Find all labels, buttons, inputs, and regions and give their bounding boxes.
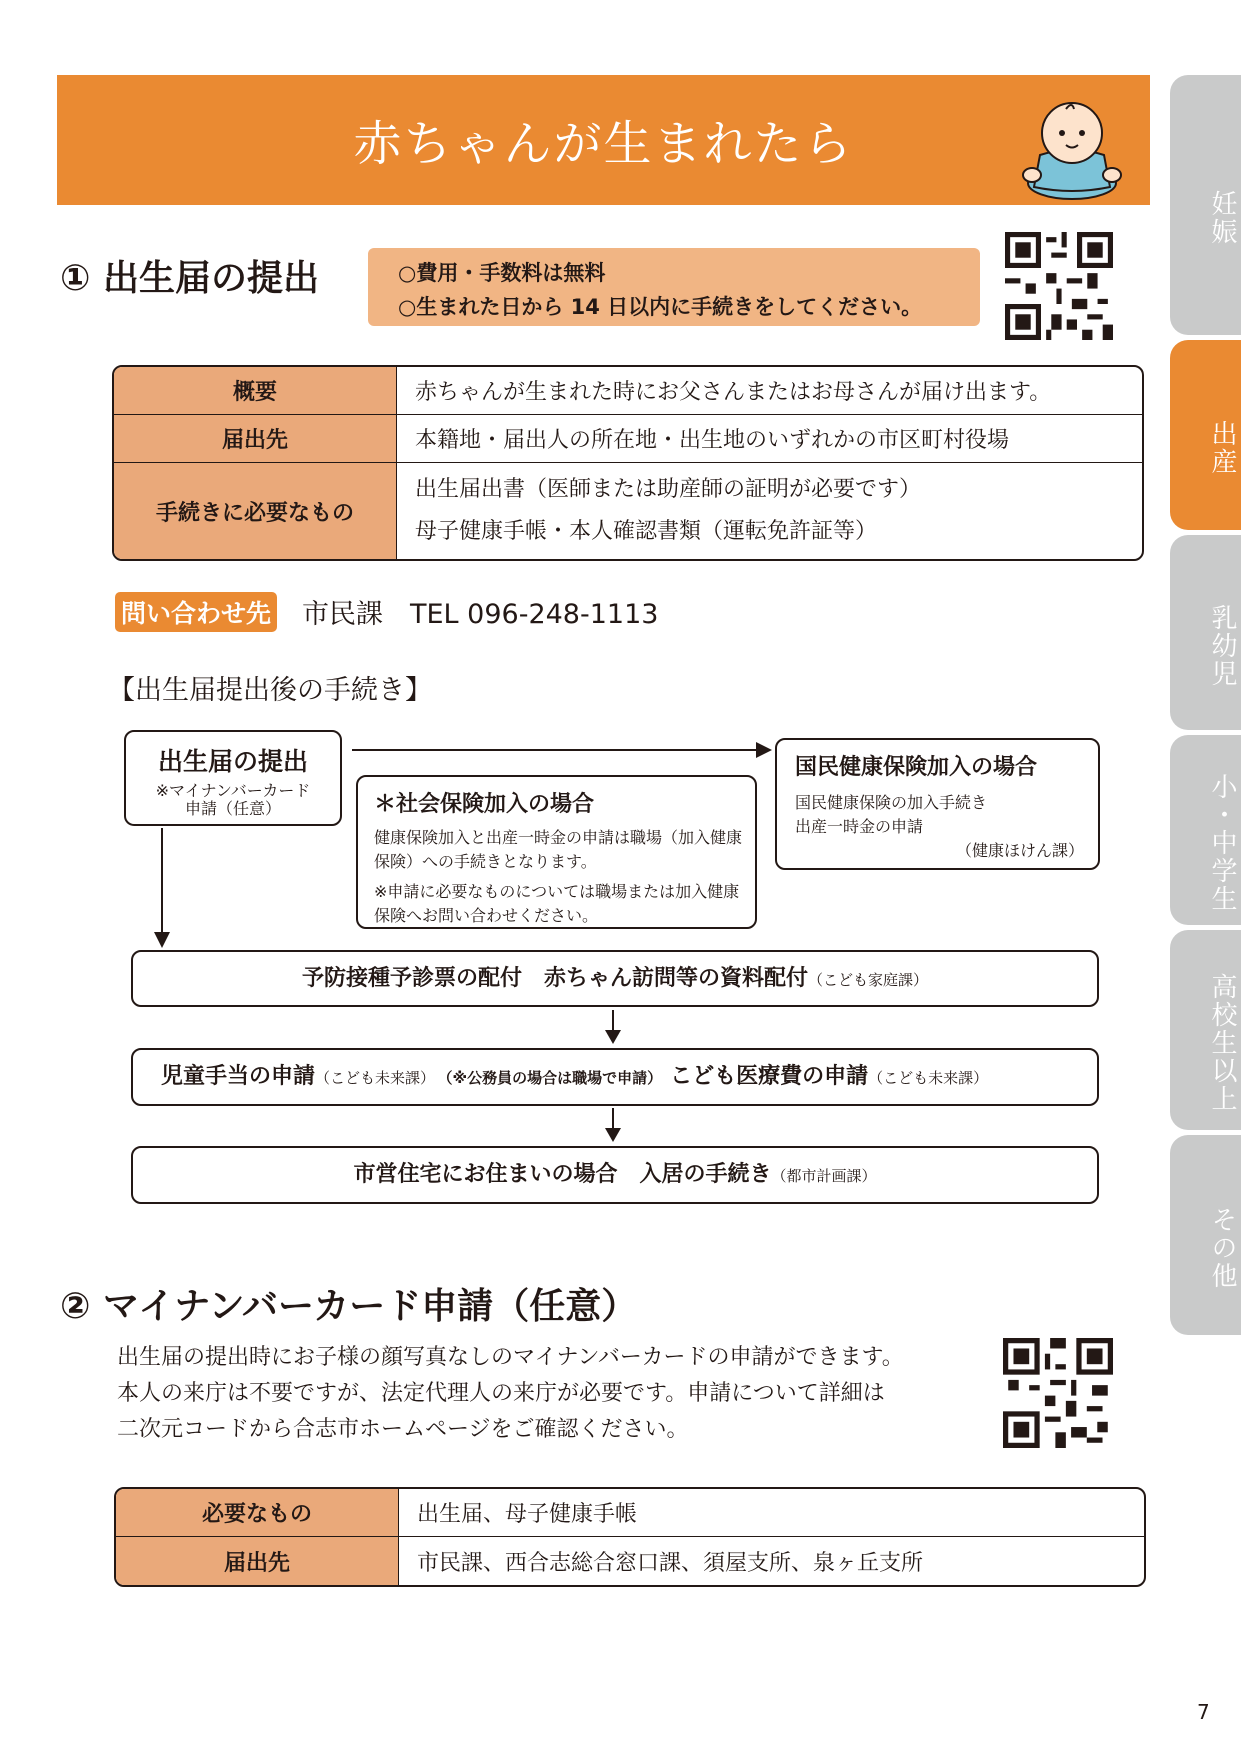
social-body: 健康保険加入と出産一時金の申請は職場（加入健康保険）への手続きとなります。 [374,828,743,871]
step3-dept: （都市計画課） [771,1167,877,1185]
section1-table [112,365,1144,561]
flow-step1-box [131,950,1099,1007]
table-head: 届出先 [116,1537,399,1585]
arrow-head-icon [154,932,170,948]
tab-other[interactable] [1170,1135,1241,1335]
table-head: 届出先 [114,415,397,463]
table-row [114,367,1142,415]
tab-pregnancy[interactable] [1170,75,1241,335]
paragraph-line: 出生届の提出時にお子様の顔写真なしのマイナンバーカードの申請ができます。 [117,1345,904,1370]
tab-school[interactable] [1170,735,1241,925]
section2-table [114,1487,1146,1587]
notice-box [368,248,980,326]
arrow-head-icon [605,1030,621,1044]
national-line: 国民健康保険の加入手続き [795,793,988,812]
paragraph-line: 本人の来庁は不要ですが、法定代理人の来庁が必要です。申請について詳細は [117,1381,885,1406]
table-value-line: 母子健康手帳・本人確認書類（運転免許証等） [415,519,878,544]
table-value: 本籍地・届出人の所在地・出生地のいずれかの市区町村役場 [397,415,1142,463]
qr-code-icon[interactable] [1003,1338,1113,1448]
flow-step3-box [131,1146,1099,1204]
step1-dept: （こども家庭課） [808,971,929,989]
table-value-line: 出生届出書（医師または助産師の証明が必要です） [415,477,922,502]
contact-tag: 問い合わせ先 [115,592,277,632]
table-value: 出生届、母子健康手帳 [399,1489,1144,1537]
tab-label: 小・中学生 [1207,773,1237,913]
flow-start-box [124,730,342,826]
arrow-down [612,1010,614,1032]
table-row [116,1537,1144,1585]
national-insurance-box [775,738,1100,870]
step2-main2: こども医療費の申請 [670,1064,869,1089]
arrow-head-icon [756,742,772,758]
flow-start-title: 出生届の提出 [157,747,308,776]
section1-heading: ① 出生届の提出 [60,258,320,299]
step3-main: 市営住宅にお住まいの場合 入居の手続き [353,1162,772,1187]
step2-note: （※公務員の場合は職場で申請） [445,1069,663,1087]
section2-paragraph [117,1340,904,1448]
tab-label: 妊娠 [1207,190,1237,246]
table-value: 市民課、西合志総合窓口課、須屋支所、泉ヶ丘支所 [417,1550,924,1576]
arrow-right [352,749,760,751]
social-note: ※申請に必要なものについては職場または加入健康保険へお問い合わせください。 [374,882,740,925]
page-number: 7 [1197,1700,1210,1724]
step1-main: 予防接種予診票の配付 赤ちゃん訪問等の資料配付 [301,966,808,991]
notice-line: ○費用・手数料は無料 [398,261,606,285]
step2-dept2: （こども未来課） [868,1069,989,1087]
national-line: 出産一時金の申請 [795,817,924,836]
social-title: ＊社会保険加入の場合 [374,792,595,817]
arrow-down [161,828,163,938]
section2-heading: ② マイナンバーカード申請（任意） [60,1286,638,1327]
table-head: 概要 [114,367,397,415]
tab-label: 乳幼児 [1207,603,1237,688]
flow-step2-box [131,1048,1099,1106]
table-row [114,463,1142,559]
table-head: 必要なもの [116,1489,399,1537]
baby-illustration [1002,95,1142,200]
tab-label: 出産 [1207,420,1237,476]
national-title: 国民健康保険加入の場合 [795,755,1038,780]
tab-birth[interactable] [1170,340,1241,530]
header-banner [57,75,1150,205]
tab-highschool[interactable] [1170,930,1241,1130]
notice-line: ○生まれた日から 14 日以内に手続きをしてください。 [398,295,923,319]
step2-dept1: （こども未来課） [315,1069,436,1087]
contact-text: 市民課 TEL 096-248-1113 [302,599,659,630]
arrow-head-icon [605,1128,621,1142]
table-value: 赤ちゃんが生まれた時にお父さんまたはお母さんが届け出ます。 [397,367,1142,415]
tab-infant[interactable] [1170,535,1241,730]
flow-start-note: ※マイナンバーカード 申請（任意） [155,781,311,818]
paragraph-line: 二次元コードから合志市ホームページをご確認ください。 [117,1417,689,1442]
table-row [114,415,1142,463]
flow-heading: 【出生届提出後の手続き】 [108,675,432,706]
arrow-down [612,1108,614,1130]
qr-code-icon[interactable] [1005,232,1113,340]
national-dept: （健康ほけん課） [955,841,1084,860]
tab-label: その他 [1207,1206,1237,1290]
table-value [397,463,1142,559]
table-row [116,1489,1144,1537]
page-title: 赤ちゃんが生まれたら [353,116,854,172]
table-head: 手続きに必要なもの [114,463,397,559]
social-insurance-box [356,775,757,929]
step2-main1: 児童手当の申請 [161,1064,316,1089]
tab-label: 高校生以上 [1207,973,1237,1113]
